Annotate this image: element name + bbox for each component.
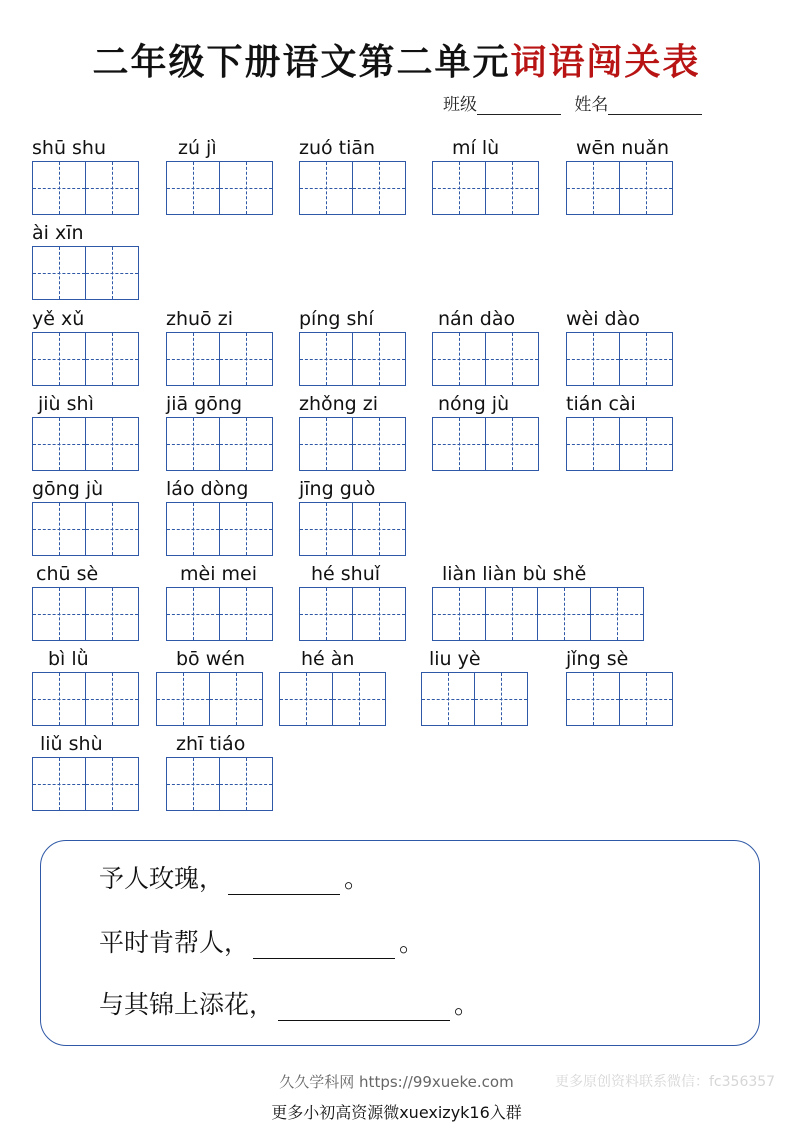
pinyin-label: láo dòng [166, 478, 249, 500]
pinyin-label: jīng guò [299, 478, 376, 500]
pinyin-label: nán dào [438, 308, 516, 330]
tianzige-cell[interactable] [352, 161, 406, 215]
writing-grid [166, 417, 271, 471]
tianzige-cell[interactable] [166, 161, 220, 215]
answer-blank[interactable] [228, 868, 340, 895]
tianzige-cell[interactable] [279, 672, 333, 726]
tianzige-cell[interactable] [485, 332, 539, 386]
pinyin-label: gōng jù [32, 478, 104, 500]
writing-grid [299, 417, 404, 471]
tianzige-cell[interactable] [432, 417, 486, 471]
writing-grid [156, 672, 261, 726]
pinyin-label: píng shí [299, 308, 374, 330]
writing-grid [566, 332, 671, 386]
page-title: 二年级下册语文第二单元词语闯关表 [92, 41, 701, 83]
writing-grid [566, 672, 671, 726]
tianzige-cell[interactable] [566, 332, 620, 386]
pinyin-label: tián cài [566, 393, 636, 415]
class-field[interactable] [477, 96, 561, 115]
tianzige-cell[interactable] [352, 502, 406, 556]
pinyin-label: wēn nuǎn [576, 137, 670, 159]
footer-site: 久久学科网 https://99xueke.com 更多原创资料联系微信：fc356357 [279, 1073, 776, 1091]
tianzige-cell[interactable] [537, 587, 591, 641]
writing-grid [32, 672, 137, 726]
tianzige-cell[interactable] [352, 417, 406, 471]
writing-grid [166, 161, 271, 215]
name-field[interactable] [608, 96, 702, 115]
pinyin-label: hé shuǐ [311, 563, 381, 585]
tianzige-cell[interactable] [32, 502, 86, 556]
pinyin-label: liu yè [429, 648, 481, 670]
writing-grid [166, 587, 271, 641]
tianzige-cell[interactable] [299, 332, 353, 386]
pinyin-label: nóng jù [438, 393, 510, 415]
tianzige-cell[interactable] [485, 587, 539, 641]
writing-grid [566, 417, 671, 471]
tianzige-cell[interactable] [421, 672, 475, 726]
tianzige-cell[interactable] [166, 332, 220, 386]
writing-grid [432, 417, 537, 471]
tianzige-cell[interactable] [32, 757, 86, 811]
writing-grid [32, 587, 137, 641]
pinyin-label: chū sè [36, 563, 99, 585]
pinyin-label: mèi mei [180, 563, 257, 585]
footer-note: 更多小初高资源微xuexizyk16入群 [271, 1103, 522, 1122]
pinyin-label: zuó tiān [299, 137, 376, 159]
writing-grid [32, 332, 137, 386]
tianzige-cell[interactable] [156, 672, 210, 726]
tianzige-cell[interactable] [85, 757, 139, 811]
pinyin-label: jǐng sè [566, 648, 629, 670]
writing-grid [279, 672, 384, 726]
tianzige-cell[interactable] [566, 161, 620, 215]
writing-grid [566, 161, 671, 215]
tianzige-cell[interactable] [619, 332, 673, 386]
writing-grid [299, 332, 404, 386]
tianzige-cell[interactable] [166, 502, 220, 556]
tianzige-cell[interactable] [32, 246, 86, 300]
pinyin-label: zú jì [178, 137, 217, 159]
tianzige-cell[interactable] [299, 161, 353, 215]
writing-grid [299, 161, 404, 215]
tianzige-cell[interactable] [590, 587, 644, 641]
pinyin-label: zhuō zi [166, 308, 233, 330]
pinyin-label: zhī tiáo [176, 733, 246, 755]
writing-grid [432, 332, 537, 386]
tianzige-cell[interactable] [332, 672, 386, 726]
class-label: 班级 [443, 95, 477, 115]
tianzige-cell[interactable] [85, 161, 139, 215]
writing-grid [32, 161, 137, 215]
writing-grid [166, 332, 271, 386]
name-label: 姓名 [574, 95, 609, 115]
tianzige-cell[interactable] [619, 417, 673, 471]
pinyin-label: bō wén [176, 648, 245, 670]
pinyin-label: liǔ shù [40, 733, 103, 755]
tianzige-cell[interactable] [299, 417, 353, 471]
tianzige-cell[interactable] [219, 587, 273, 641]
pinyin-label: hé àn [301, 648, 355, 670]
pinyin-label: zhǒng zi [299, 393, 379, 415]
tianzige-cell[interactable] [432, 587, 486, 641]
tianzige-cell[interactable] [566, 417, 620, 471]
tianzige-cell[interactable] [85, 332, 139, 386]
tianzige-cell[interactable] [219, 161, 273, 215]
writing-grid [32, 502, 137, 556]
tianzige-cell[interactable] [85, 246, 139, 300]
writing-grid [32, 757, 137, 811]
answer-blank[interactable] [253, 932, 395, 959]
pinyin-label: bì lǜ [48, 648, 89, 670]
tianzige-cell[interactable] [619, 672, 673, 726]
tianzige-cell[interactable] [32, 672, 86, 726]
tianzige-cell[interactable] [566, 672, 620, 726]
tianzige-cell[interactable] [85, 587, 139, 641]
student-info [443, 90, 702, 115]
tianzige-cell[interactable] [209, 672, 263, 726]
tianzige-cell[interactable] [85, 417, 139, 471]
tianzige-cell[interactable] [32, 161, 86, 215]
pinyin-label: liàn liàn bù shě [442, 563, 587, 585]
tianzige-cell[interactable] [299, 587, 353, 641]
writing-grid [32, 417, 137, 471]
tianzige-cell[interactable] [619, 161, 673, 215]
pinyin-label: jiā gōng [166, 393, 243, 415]
tianzige-cell[interactable] [432, 332, 486, 386]
tianzige-cell[interactable] [219, 332, 273, 386]
pinyin-label: ài xīn [32, 222, 84, 244]
fill-in-line: 予人玫瑰， 。 [99, 864, 370, 893]
writing-grid [299, 502, 404, 556]
tianzige-cell[interactable] [32, 587, 86, 641]
tianzige-cell[interactable] [299, 502, 353, 556]
tianzige-cell[interactable] [166, 587, 220, 641]
pinyin-label: mí lù [452, 137, 500, 159]
fill-in-line: 与其锦上添花， 。 [99, 990, 480, 1019]
watermark: 更多原创资料联系微信：fc356357 [555, 1074, 776, 1090]
writing-grid [432, 587, 642, 641]
fill-in-panel [40, 840, 760, 1046]
tianzige-cell[interactable] [219, 757, 273, 811]
writing-grid [299, 587, 404, 641]
tianzige-cell[interactable] [166, 417, 220, 471]
tianzige-cell[interactable] [219, 417, 273, 471]
tianzige-cell[interactable] [485, 417, 539, 471]
tianzige-cell[interactable] [32, 332, 86, 386]
tianzige-cell[interactable] [85, 502, 139, 556]
tianzige-cell[interactable] [85, 672, 139, 726]
writing-grid [421, 672, 526, 726]
tianzige-cell[interactable] [485, 161, 539, 215]
tianzige-cell[interactable] [432, 161, 486, 215]
pinyin-label: jiù shì [38, 393, 94, 415]
writing-grid [166, 502, 271, 556]
pinyin-label: shū shu [32, 137, 107, 159]
pinyin-label: yě xǔ [32, 308, 85, 330]
tianzige-cell[interactable] [32, 417, 86, 471]
writing-grid [32, 246, 137, 300]
tianzige-cell[interactable] [166, 757, 220, 811]
tianzige-cell[interactable] [219, 502, 273, 556]
fill-in-line: 平时肯帮人， 。 [99, 928, 425, 957]
writing-grid [432, 161, 537, 215]
tianzige-cell[interactable] [474, 672, 528, 726]
tianzige-cell[interactable] [352, 332, 406, 386]
answer-blank[interactable] [278, 994, 450, 1021]
tianzige-cell[interactable] [352, 587, 406, 641]
pinyin-label: wèi dào [566, 308, 640, 330]
writing-grid [166, 757, 271, 811]
